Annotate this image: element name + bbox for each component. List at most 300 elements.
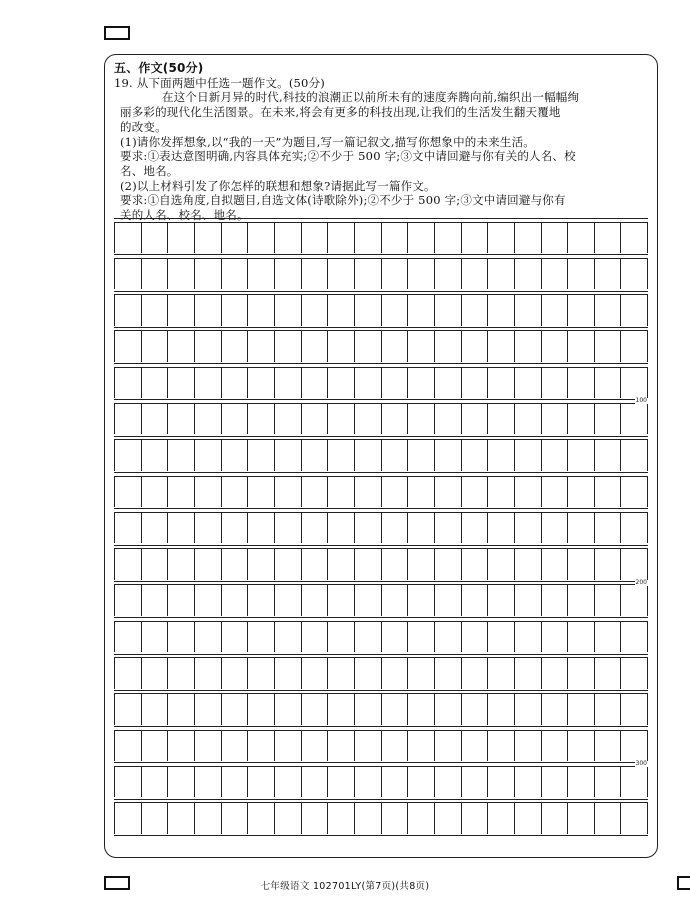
grid-cell [142, 694, 169, 725]
option-1-requirement-line-2: 名、地名。 [120, 163, 179, 178]
grid-cell [328, 477, 355, 508]
grid-cell [488, 259, 515, 290]
grid-cell [168, 331, 195, 362]
grid-cell [302, 767, 329, 798]
grid-cell [568, 658, 595, 689]
grid-cell [621, 513, 648, 544]
grid-cell [195, 368, 222, 399]
grid-cell [515, 622, 542, 653]
grid-cell [515, 803, 542, 834]
grid-cell [515, 331, 542, 362]
grid-cell [595, 404, 622, 435]
grid-cell [168, 368, 195, 399]
grid-cells [114, 477, 648, 508]
grid-cell [275, 513, 302, 544]
grid-cell [435, 767, 462, 798]
grid-cell [408, 549, 435, 580]
grid-cell [302, 404, 329, 435]
grid-cell [168, 694, 195, 725]
grid-cell [168, 549, 195, 580]
grid-cell [195, 803, 222, 834]
grid-cell [302, 694, 329, 725]
grid-cell [621, 259, 648, 290]
grid-cell [382, 259, 409, 290]
grid-cell [355, 767, 382, 798]
grid-cell [222, 513, 249, 544]
grid-cell [408, 767, 435, 798]
grid-cell [488, 658, 515, 689]
grid-cell [435, 803, 462, 834]
grid-cell [382, 622, 409, 653]
grid-cell [621, 477, 648, 508]
option-1-prompt: (1)请你发挥想象,以“我的一天”为题目,写一篇记叙文,描写你想象中的未来生活。 [120, 134, 536, 149]
grid-cell [222, 585, 249, 616]
grid-cell [408, 803, 435, 834]
grid-row [114, 436, 648, 472]
grid-cell [595, 368, 622, 399]
grid-cell [568, 767, 595, 798]
grid-cell [595, 803, 622, 834]
grid-cell [408, 622, 435, 653]
grid-cell [595, 477, 622, 508]
grid-cell [328, 404, 355, 435]
grid-row [114, 654, 648, 690]
grid-cell [542, 368, 569, 399]
grid-cell [435, 585, 462, 616]
grid-cell [408, 404, 435, 435]
grid-cells [114, 585, 648, 616]
grid-cells [114, 549, 648, 580]
grid-cell [142, 767, 169, 798]
grid-cell [435, 223, 462, 254]
grid-cell [462, 223, 489, 254]
grid-row [114, 617, 648, 653]
grid-cell [142, 223, 169, 254]
grid-cell [382, 549, 409, 580]
grid-cell [355, 331, 382, 362]
grid-cell [382, 767, 409, 798]
grid-cell [462, 440, 489, 471]
grid-cell [168, 259, 195, 290]
grid-cell [115, 259, 142, 290]
registration-mark-bottom-left [104, 876, 130, 890]
grid-cell [435, 549, 462, 580]
grid-cell [408, 295, 435, 326]
grid-bottom-border [114, 835, 648, 837]
option-2-requirement-line-1: 要求:①自选角度,自拟题目,自选文体(诗歌除外);②不少于 500 字;③文中请回避与你有 [120, 193, 566, 208]
grid-cell [488, 440, 515, 471]
grid-cell [222, 440, 249, 471]
grid-cell [621, 440, 648, 471]
word-count-marker: 200 [635, 578, 647, 586]
grid-cell [542, 331, 569, 362]
grid-cell [328, 803, 355, 834]
grid-cell [248, 404, 275, 435]
grid-cell [195, 223, 222, 254]
question-text [114, 61, 654, 223]
grid-cell [222, 477, 249, 508]
grid-cell [142, 803, 169, 834]
grid-cell [595, 658, 622, 689]
grid-cell [382, 585, 409, 616]
grid-row [114, 578, 648, 617]
grid-cell [222, 295, 249, 326]
grid-cell [595, 731, 622, 762]
grid-cell [621, 694, 648, 725]
grid-cell [275, 731, 302, 762]
grid-cell [515, 259, 542, 290]
grid-cell [355, 404, 382, 435]
grid-cell [408, 440, 435, 471]
grid-cell [621, 731, 648, 762]
grid-cell [248, 694, 275, 725]
grid-cell [222, 331, 249, 362]
grid-cell [328, 622, 355, 653]
grid-cell [115, 477, 142, 508]
grid-cell [595, 223, 622, 254]
grid-cell [568, 585, 595, 616]
grid-cell [302, 440, 329, 471]
grid-cell [275, 368, 302, 399]
grid-cell [222, 694, 249, 725]
grid-cell [542, 622, 569, 653]
grid-cell [195, 477, 222, 508]
grid-cell [595, 622, 622, 653]
grid-cell [248, 803, 275, 834]
grid-cells [114, 295, 648, 326]
grid-cell [248, 440, 275, 471]
grid-cell [382, 295, 409, 326]
grid-cell [435, 295, 462, 326]
grid-cell [462, 513, 489, 544]
grid-cell [621, 767, 648, 798]
grid-cell [195, 295, 222, 326]
grid-cell [542, 259, 569, 290]
grid-cell [302, 331, 329, 362]
grid-cell [462, 477, 489, 508]
grid-cell [408, 477, 435, 508]
grid-cell [595, 513, 622, 544]
grid-cell [488, 803, 515, 834]
grid-cell [408, 368, 435, 399]
grid-cells [114, 803, 648, 834]
grid-cells [114, 404, 648, 435]
grid-cell [435, 440, 462, 471]
grid-cell [248, 368, 275, 399]
grid-row [114, 762, 648, 798]
grid-cell [275, 331, 302, 362]
grid-cell [515, 404, 542, 435]
grid-cell [222, 767, 249, 798]
grid-cell [408, 223, 435, 254]
grid-cell [382, 513, 409, 544]
grid-cell [595, 694, 622, 725]
grid-cell [222, 731, 249, 762]
section-title: 五、作文(50分) [114, 61, 204, 75]
grid-cell [382, 477, 409, 508]
grid-cell [488, 549, 515, 580]
grid-cell [408, 731, 435, 762]
grid-cell [195, 767, 222, 798]
grid-cell [488, 404, 515, 435]
grid-cell [462, 622, 489, 653]
grid-cell [408, 585, 435, 616]
grid-cell [328, 440, 355, 471]
grid-cell [568, 259, 595, 290]
grid-cell [142, 585, 169, 616]
grid-cell [355, 477, 382, 508]
grid-cell [568, 440, 595, 471]
page-footer: 七年级语文 102701LY(第7页)(共8页) [260, 881, 430, 892]
grid-cell [435, 404, 462, 435]
grid-cells [114, 223, 648, 254]
grid-cell [142, 331, 169, 362]
grid-row [114, 218, 648, 254]
grid-cell [488, 622, 515, 653]
grid-cells [114, 259, 648, 290]
grid-cell [275, 585, 302, 616]
grid-cell [542, 767, 569, 798]
grid-cell [142, 259, 169, 290]
grid-cell [515, 694, 542, 725]
grid-cell [408, 513, 435, 544]
grid-cell [435, 622, 462, 653]
grid-cell [302, 585, 329, 616]
grid-cell [515, 585, 542, 616]
grid-row [114, 399, 648, 435]
grid-cell [168, 477, 195, 508]
grid-cell [542, 585, 569, 616]
grid-cell [515, 767, 542, 798]
grid-cell [115, 404, 142, 435]
grid-cell [542, 513, 569, 544]
grid-cell [462, 803, 489, 834]
grid-cell [462, 259, 489, 290]
grid-cell [248, 549, 275, 580]
grid-cell [621, 223, 648, 254]
grid-cell [248, 477, 275, 508]
intro-line-1: 在这个日新月异的时代,科技的浪潮正以前所未有的速度奔腾向前,编织出一幅幅绚 [162, 90, 580, 105]
grid-cell [355, 658, 382, 689]
grid-cell [328, 368, 355, 399]
grid-cell [115, 513, 142, 544]
grid-cell [302, 549, 329, 580]
grid-cell [168, 803, 195, 834]
intro-line-2: 丽多彩的现代化生活图景。在未来,将会有更多的科技出现,让我们的生活发生翻天覆地 [120, 105, 561, 120]
grid-cell [355, 513, 382, 544]
grid-cell [568, 404, 595, 435]
grid-cell [488, 331, 515, 362]
grid-cell [382, 731, 409, 762]
grid-cell [328, 585, 355, 616]
grid-cell [435, 694, 462, 725]
grid-cell [382, 658, 409, 689]
grid-cell [115, 658, 142, 689]
grid-cell [542, 440, 569, 471]
grid-cells [114, 440, 648, 471]
grid-cell [621, 585, 648, 616]
grid-cell [488, 694, 515, 725]
grid-cell [568, 731, 595, 762]
grid-cell [542, 731, 569, 762]
grid-cell [302, 477, 329, 508]
grid-cell [302, 803, 329, 834]
grid-cell [222, 404, 249, 435]
grid-cell [462, 368, 489, 399]
grid-cell [248, 731, 275, 762]
grid-cell [435, 658, 462, 689]
grid-cell [222, 803, 249, 834]
grid-cell [382, 331, 409, 362]
grid-cell [195, 331, 222, 362]
grid-cell [328, 549, 355, 580]
grid-cell [168, 404, 195, 435]
grid-row [114, 726, 648, 762]
grid-cell [168, 767, 195, 798]
intro-line-3: 的改变。 [120, 119, 167, 134]
grid-cell [462, 658, 489, 689]
grid-cell [408, 658, 435, 689]
grid-cell [462, 731, 489, 762]
grid-cell [355, 694, 382, 725]
grid-cell [355, 259, 382, 290]
grid-cell [302, 513, 329, 544]
grid-cell [542, 477, 569, 508]
grid-cell [115, 368, 142, 399]
grid-cell [515, 658, 542, 689]
grid-row [114, 508, 648, 544]
grid-cells [114, 368, 648, 399]
grid-cell [115, 767, 142, 798]
word-count-marker: 100 [635, 397, 647, 404]
grid-cell [115, 731, 142, 762]
grid-cell [115, 585, 142, 616]
grid-cell [275, 658, 302, 689]
composition-grid [114, 218, 648, 835]
grid-cell [115, 223, 142, 254]
grid-cell [595, 331, 622, 362]
grid-cell [115, 622, 142, 653]
grid-cell [435, 477, 462, 508]
grid-cell [462, 549, 489, 580]
grid-cell [142, 622, 169, 653]
grid-cell [542, 549, 569, 580]
grid-cell [435, 368, 462, 399]
grid-cell [222, 368, 249, 399]
grid-cell [195, 404, 222, 435]
grid-cell [168, 513, 195, 544]
grid-cell [435, 513, 462, 544]
grid-cell [355, 440, 382, 471]
grid-cell [488, 585, 515, 616]
grid-cell [515, 477, 542, 508]
grid-cell [302, 259, 329, 290]
grid-cell [275, 259, 302, 290]
grid-cells [114, 331, 648, 362]
grid-cell [382, 440, 409, 471]
grid-cell [515, 223, 542, 254]
grid-cell [195, 622, 222, 653]
option-2-requirement-line-2: 关的人名、校名、地名。 [120, 208, 249, 223]
grid-row [114, 545, 648, 581]
grid-cell [328, 513, 355, 544]
grid-cell [328, 694, 355, 725]
grid-cell [168, 731, 195, 762]
grid-cell [462, 404, 489, 435]
grid-cell [355, 223, 382, 254]
grid-cell [408, 694, 435, 725]
grid-cell [435, 731, 462, 762]
grid-cell [195, 694, 222, 725]
grid-cell [462, 295, 489, 326]
grid-cell [568, 549, 595, 580]
grid-cell [248, 513, 275, 544]
grid-row [114, 799, 648, 835]
grid-cell [568, 477, 595, 508]
grid-cell [222, 223, 249, 254]
grid-cell [568, 295, 595, 326]
grid-cell [462, 585, 489, 616]
grid-cell [568, 368, 595, 399]
grid-cell [462, 767, 489, 798]
grid-cell [275, 767, 302, 798]
grid-cell [621, 622, 648, 653]
grid-cell [195, 658, 222, 689]
grid-row [114, 690, 648, 726]
grid-cell [435, 259, 462, 290]
grid-cell [248, 658, 275, 689]
grid-cell [408, 331, 435, 362]
grid-cell [195, 731, 222, 762]
grid-cell [248, 767, 275, 798]
grid-cell [355, 731, 382, 762]
grid-cell [248, 295, 275, 326]
grid-cell [595, 585, 622, 616]
registration-mark-top-left [104, 26, 130, 40]
grid-cell [302, 658, 329, 689]
grid-cell [542, 223, 569, 254]
grid-cell [195, 513, 222, 544]
grid-cell [542, 404, 569, 435]
grid-cell [595, 767, 622, 798]
grid-cell [328, 223, 355, 254]
grid-cell [355, 803, 382, 834]
grid-cell [542, 803, 569, 834]
grid-cell [115, 803, 142, 834]
word-count-marker: 300 [635, 760, 647, 767]
grid-cell [382, 223, 409, 254]
grid-cell [621, 331, 648, 362]
grid-cell [488, 295, 515, 326]
grid-cell [115, 694, 142, 725]
grid-cell [248, 585, 275, 616]
grid-cells [114, 731, 648, 762]
grid-cell [275, 622, 302, 653]
grid-cells [114, 658, 648, 689]
grid-row [114, 363, 648, 399]
grid-cell [302, 622, 329, 653]
grid-cell [515, 549, 542, 580]
grid-cell [355, 622, 382, 653]
grid-cell [462, 331, 489, 362]
grid-cell [168, 622, 195, 653]
grid-cell [142, 513, 169, 544]
grid-cell [488, 368, 515, 399]
grid-cell [115, 295, 142, 326]
grid-cell [302, 368, 329, 399]
grid-cell [621, 404, 648, 435]
grid-cell [248, 223, 275, 254]
